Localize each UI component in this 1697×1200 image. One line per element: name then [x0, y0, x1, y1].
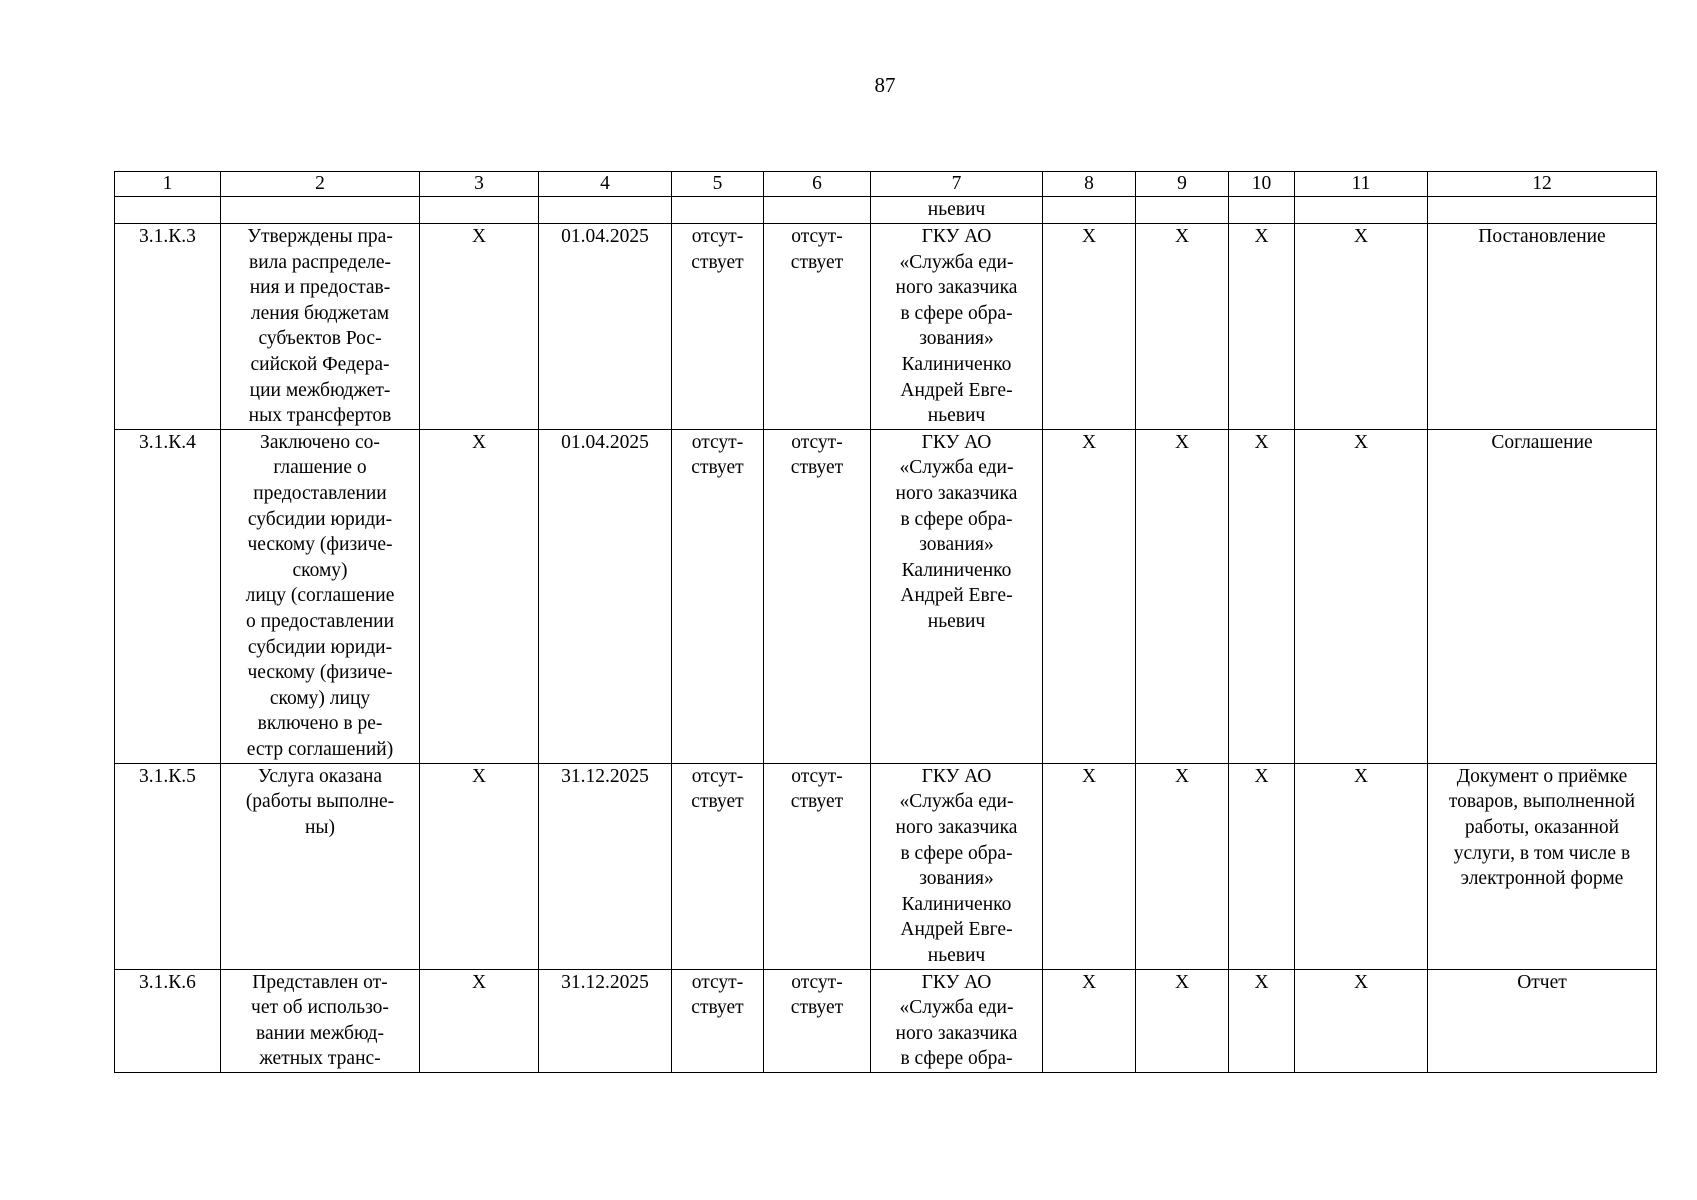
column-number: 1 — [115, 172, 221, 197]
responsible-cell: ГКУ АО «Служба еди- ного заказчика в сфере обра- зования» Калиниченко Андрей Евге- ньевич — [871, 429, 1043, 763]
table-cell: X — [1043, 429, 1136, 763]
table-cell — [1229, 197, 1295, 224]
continuation-row — [115, 197, 1657, 224]
deadline-date: 31.12.2025 — [539, 969, 672, 1072]
table-cell: X — [1136, 429, 1229, 763]
control-point-code: 3.1.К.4 — [115, 429, 221, 763]
document-type: Документ о приёмке товаров, выполненной работы, оказанной услуги, в том числе в электронной форме — [1428, 763, 1657, 969]
column-number: 7 — [871, 172, 1043, 197]
table-cell: X — [1229, 763, 1295, 969]
table-cell: отсут- ствует — [672, 763, 764, 969]
responsible-cell: ньевич — [871, 197, 1043, 224]
table-cell: отсут- ствует — [764, 224, 871, 430]
table-cell: X — [1136, 969, 1229, 1072]
table-cell: X — [1295, 969, 1428, 1072]
table-cell: X — [1229, 429, 1295, 763]
deadline-date: 31.12.2025 — [539, 763, 672, 969]
table-cell: отсут- ствует — [672, 969, 764, 1072]
table-row — [115, 224, 1657, 430]
table-cell — [539, 197, 672, 224]
table-cell — [1043, 197, 1136, 224]
column-number-row — [115, 172, 1657, 197]
table-cell: X — [1136, 763, 1229, 969]
control-point-code: 3.1.К.5 — [115, 763, 221, 969]
control-point-code: 3.1.К.6 — [115, 969, 221, 1072]
column-number: 4 — [539, 172, 672, 197]
table-cell: X — [1136, 224, 1229, 430]
table-cell: X — [420, 224, 539, 430]
column-number: 8 — [1043, 172, 1136, 197]
control-point-description: Заключено со- глашение о предоставлении субсидии юриди- ческому (физиче- скому) лицу (соглашение о предоставлении субсидии юриди- ческому (физиче- скому) лицу включено в ре- естр соглашений) — [221, 429, 420, 763]
table-cell: X — [420, 429, 539, 763]
column-number: 10 — [1229, 172, 1295, 197]
table-cell: отсут- ствует — [764, 429, 871, 763]
page-number: 87 — [874, 73, 896, 97]
control-point-description: Представлен от- чет об использо- вании межбюд- жетных транс- — [221, 969, 420, 1072]
responsible-cell: ГКУ АО «Служба еди- ного заказчика в сфере обра- зования» Калиниченко Андрей Евге- ньевич — [871, 763, 1043, 969]
table-cell — [672, 197, 764, 224]
document-type: Постановление — [1428, 224, 1657, 430]
column-number: 11 — [1295, 172, 1428, 197]
table-cell: X — [1295, 224, 1428, 430]
table-cell: X — [1043, 763, 1136, 969]
table-cell: X — [1043, 224, 1136, 430]
table-cell: отсут- ствует — [764, 763, 871, 969]
table-cell: X — [1229, 969, 1295, 1072]
table-cell: отсут- ствует — [672, 224, 764, 430]
control-points-table — [114, 171, 1657, 1073]
table-row — [115, 969, 1657, 1072]
column-number: 5 — [672, 172, 764, 197]
responsible-cell: ГКУ АО «Служба еди- ного заказчика в сфере обра- зования» Калиниченко Андрей Евге- ньевич — [871, 224, 1043, 430]
table-cell: X — [1295, 763, 1428, 969]
column-number: 2 — [221, 172, 420, 197]
table-cell: X — [1043, 969, 1136, 1072]
table-cell — [420, 197, 539, 224]
table-cell — [1295, 197, 1428, 224]
deadline-date: 01.04.2025 — [539, 224, 672, 430]
table-cell: X — [420, 763, 539, 969]
control-point-description: Утверждены пра- вила распределе- ния и предостав- ления бюджетам субъектов Рос- сийской Федера- ции межбюджет- ных трансфертов — [221, 224, 420, 430]
table-cell — [221, 197, 420, 224]
column-number: 6 — [764, 172, 871, 197]
deadline-date: 01.04.2025 — [539, 429, 672, 763]
column-number: 9 — [1136, 172, 1229, 197]
table-cell: отсут- ствует — [672, 429, 764, 763]
column-number: 3 — [420, 172, 539, 197]
table-cell — [1428, 197, 1657, 224]
table-cell — [1136, 197, 1229, 224]
document-type: Отчет — [1428, 969, 1657, 1072]
responsible-cell: ГКУ АО «Служба еди- ного заказчика в сфере обра- — [871, 969, 1043, 1072]
table-row — [115, 429, 1657, 763]
table-cell: X — [420, 969, 539, 1072]
table-cell — [115, 197, 221, 224]
table-cell: X — [1229, 224, 1295, 430]
table-cell: отсут- ствует — [764, 969, 871, 1072]
table-cell — [764, 197, 871, 224]
column-number: 12 — [1428, 172, 1657, 197]
table-row — [115, 763, 1657, 969]
table-cell: X — [1295, 429, 1428, 763]
control-point-description: Услуга оказана (работы выполне- ны) — [221, 763, 420, 969]
document-type: Соглашение — [1428, 429, 1657, 763]
control-point-code: 3.1.К.3 — [115, 224, 221, 430]
